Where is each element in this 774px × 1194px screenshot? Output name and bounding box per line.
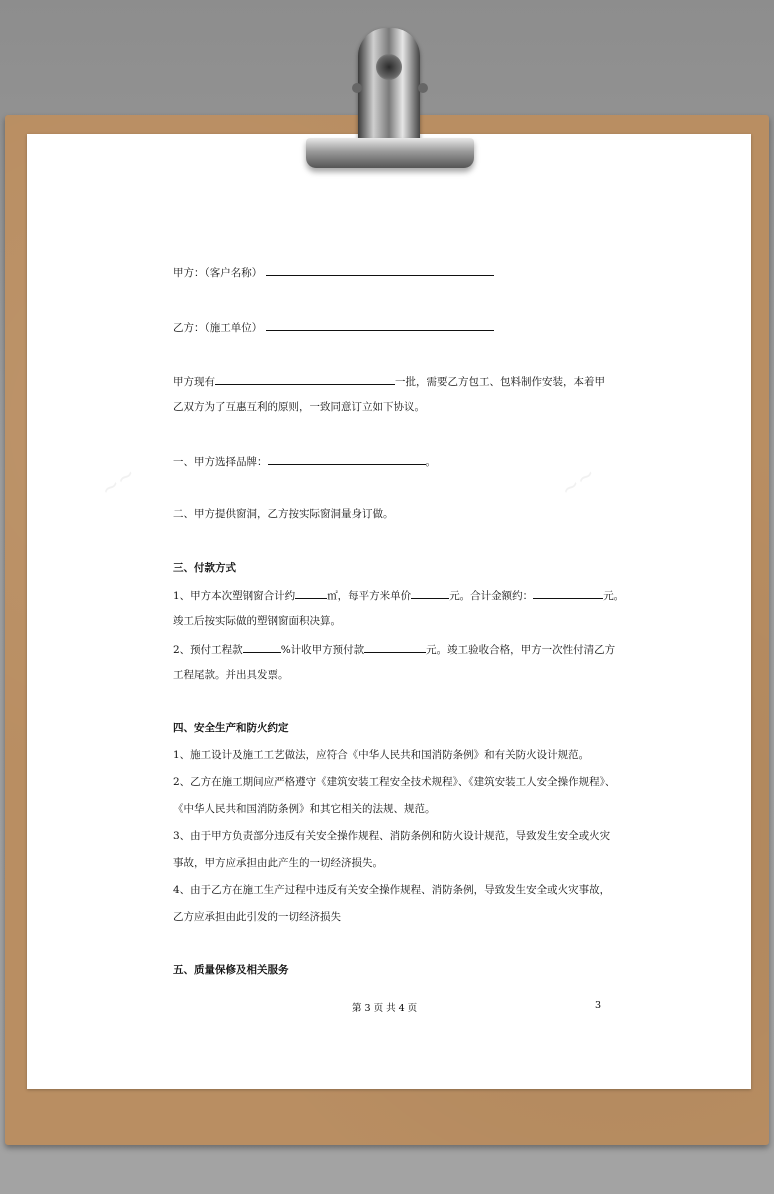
payment-line-1 — [173, 587, 624, 603]
binder-clip — [300, 28, 480, 178]
safety-line: 2、乙方在施工期间应严格遵守《建筑安装工程安全技术规程》、《建筑安装工人安全操作规程》、 — [173, 776, 616, 788]
intro-suffix: 一批，需要乙方包工、包料制作安装，本着甲 — [395, 376, 605, 388]
safety-line: 3、由于甲方负责部分违反有关安全操作规程、消防条例和防火设计规范，导致发生安全或火灾 — [173, 830, 611, 842]
prepay-text-c: 元。竣工验收合格，甲方一次性付清乙方 — [426, 644, 616, 656]
page-info: 第 3 页 共 4 页 — [352, 1003, 418, 1014]
watermark: ~~ — [96, 461, 141, 504]
item-1-prefix: 一、甲方选择品牌： — [173, 456, 268, 468]
payment-line-4: 工程尾款。并出具发票。 — [173, 669, 289, 681]
clip-pivot-right — [418, 83, 428, 93]
party-b-blank[interactable] — [266, 319, 494, 331]
payment-line-2: 竣工后按实际做的塑钢窗面积决算。 — [173, 615, 341, 627]
item-1-line — [173, 453, 436, 469]
area-blank[interactable] — [295, 587, 327, 599]
party-a-label: 甲方：（客户名称） — [173, 267, 263, 279]
prepay-text-a: 2、预付工程款 — [173, 644, 243, 656]
party-b-label: 乙方：（施工单位） — [173, 322, 263, 334]
clip-hole — [376, 54, 402, 80]
party-b-line — [173, 319, 494, 335]
item-2-line: 二、甲方提供窗洞，乙方按实际窗洞量身订做。 — [173, 508, 394, 520]
intro-line-1 — [173, 373, 605, 389]
intro-line-2: 乙双方为了互惠互利的原则，一致同意订立如下协议。 — [173, 401, 425, 413]
safety-line: 4、由于乙方在施工生产过程中违反有关安全操作规程、消防条例，导致发生安全或火灾事故， — [173, 884, 611, 896]
clip-jaw — [306, 138, 474, 168]
payment-line-3 — [173, 641, 615, 657]
watermark: ~~ — [556, 461, 601, 504]
total-amount-blank[interactable] — [533, 587, 603, 599]
product-blank[interactable] — [215, 373, 395, 385]
prepay-percent-blank[interactable] — [243, 641, 281, 653]
clip-lever — [358, 28, 420, 146]
section-4-title: 四、安全生产和防火约定 — [173, 722, 289, 734]
section-5-title: 五、质量保修及相关服务 — [173, 964, 289, 976]
prepay-text-b: %计收甲方预付款 — [280, 644, 365, 656]
page-number: 3 — [595, 1000, 602, 1011]
safety-line: 乙方应承担由此引发的一切经济损失 — [173, 911, 341, 923]
section-3-title: 三、付款方式 — [173, 562, 236, 574]
clip-pivot-left — [352, 83, 362, 93]
prepay-amount-blank[interactable] — [364, 641, 426, 653]
intro-prefix: 甲方现有 — [173, 376, 215, 388]
payment-text-b: ㎡，每平方米单价 — [327, 590, 412, 602]
safety-line: 1、施工设计及施工工艺做法，应符合《中华人民共和国消防条例》和有关防火设计规范。 — [173, 749, 590, 761]
brand-blank[interactable] — [268, 453, 426, 465]
payment-text-d: 元。 — [603, 590, 625, 602]
payment-text-a: 1、甲方本次塑钢窗合计约 — [173, 590, 296, 602]
party-a-line — [173, 264, 494, 280]
safety-line: 《中华人民共和国消防条例》和其它相关的法规、规范。 — [173, 803, 436, 815]
unit-price-blank[interactable] — [411, 587, 449, 599]
safety-line: 事故，甲方应承担由此产生的一切经济损失。 — [173, 857, 383, 869]
item-1-suffix: 。 — [425, 456, 436, 468]
party-a-blank[interactable] — [266, 264, 494, 276]
payment-text-c: 元。合计金额约： — [449, 590, 534, 602]
